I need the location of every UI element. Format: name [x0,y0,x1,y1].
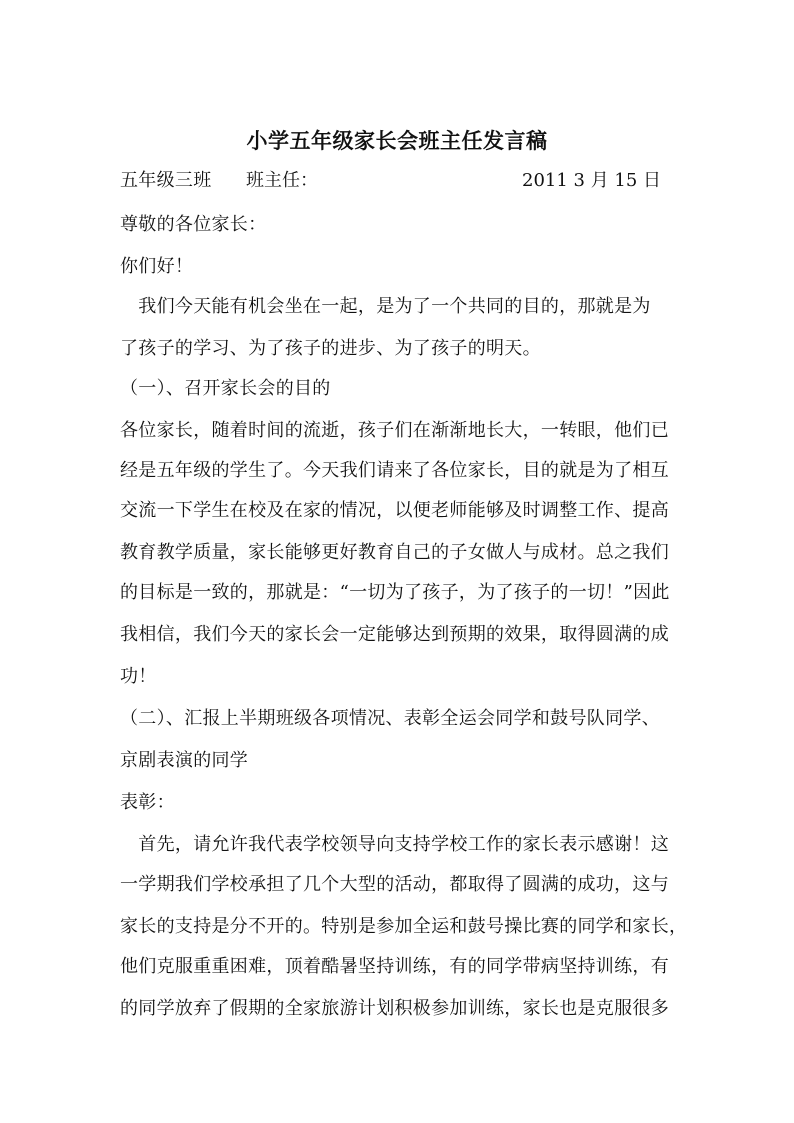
paragraph-line: 家长的支持是分不开的。特别是参加全运和鼓号操比赛的同学和家长， [120,916,688,937]
paragraph-line: 各位家长，随着时间的流逝，孩子们在渐渐地长大，一转眼，他们已 [120,420,669,441]
paragraph-line: 我们今天能有机会坐在一起，是为了一个共同的目的，那就是为 [120,296,651,317]
paragraph-line: 的同学放弃了假期的全家旅游计划积极参加训练，家长也是克服很多 [120,998,669,1019]
paragraph-line: 我相信，我们今天的家长会一定能够达到预期的效果，取得圆满的成 [120,624,669,645]
paragraph-line: 尊敬的各位家长： [120,214,267,235]
meta-teacher-label: 班主任： [246,170,318,191]
paragraph-line: 交流一下学生在校及在家的情况，以便老师能够及时调整工作、提高 [120,500,669,521]
paragraph-line: 你们好！ [120,256,194,277]
paragraph-line: 经是五年级的学生了。今天我们请来了各位家长，目的就是为了相互 [120,460,669,481]
paragraph-line: 功！ [120,666,157,687]
paragraph-line: 的目标是一致的，那就是：“一切为了孩子，为了孩子的一切！”因此 [120,582,670,603]
paragraph-line: 一学期我们学校承担了几个大型的活动，都取得了圆满的成功，这与 [120,874,669,895]
paragraph-line: 京剧表演的同学 [120,750,249,771]
meta-class-name: 五年级三班 [120,170,212,191]
paragraph-line: 教育教学质量，家长能够更好教育自己的子女做人与成材。总之我们 [120,542,669,563]
meta-date: 2011 3 月 15 日 [522,170,662,191]
paragraph-line: 了孩子的学习、为了孩子的进步、为了孩子的明天。 [120,338,541,359]
section-heading: （一）、召开家长会的目的 [120,378,331,399]
paragraph-line: 他们克服重重困难，顶着酷暑坚持训练，有的同学带病坚持训练，有 [120,956,669,977]
document-title: 小学五年级家长会班主任发言稿 [246,128,548,153]
section-heading: （二）、汇报上半期班级各项情况、表彰全运会同学和鼓号队同学、 [120,708,660,729]
paragraph-line: 表彰： [120,792,175,813]
paragraph-line: 首先，请允许我代表学校领导向支持学校工作的家长表示感谢！这 [120,834,669,855]
